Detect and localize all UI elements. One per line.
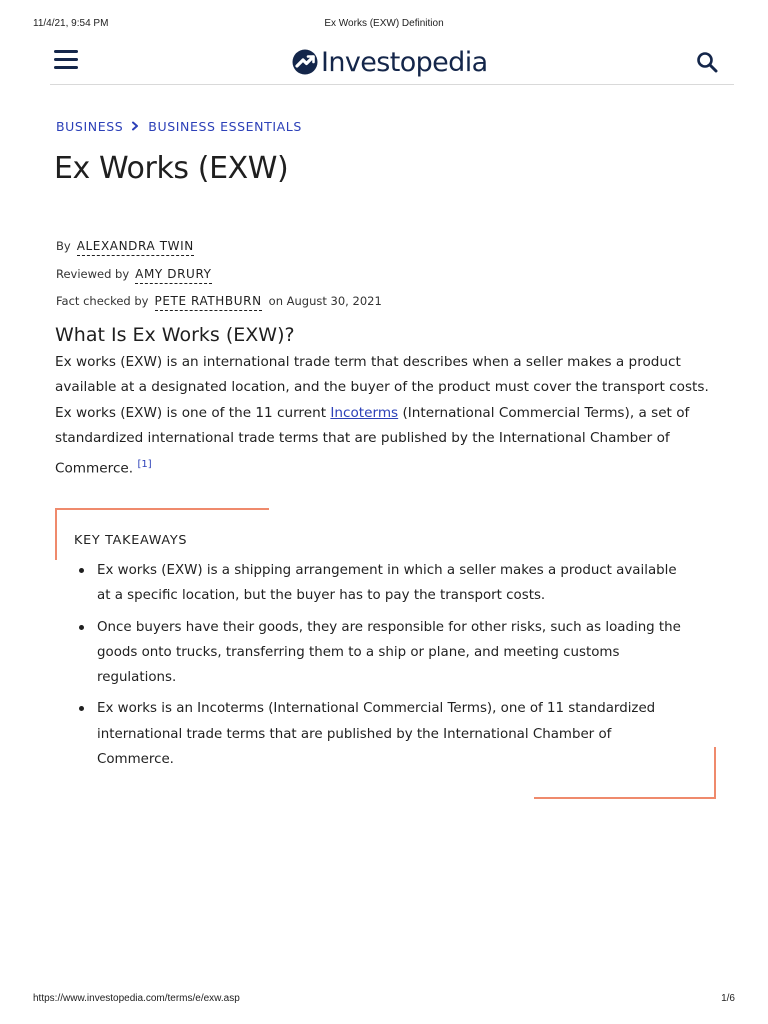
breadcrumb-item-business-essentials[interactable]: BUSINESS ESSENTIALS [148,118,302,134]
print-doc-title: Ex Works (EXW) Definition [324,18,444,29]
print-footer [0,993,768,1007]
intro-text-part2: (International Commercial Terms), a set of standardized international trade terms that are published by the International Chamber of Commerce. [55,404,690,477]
fact-checked-label: Fact checked by [56,294,149,308]
logo-text: Investopedia [321,46,488,78]
footnote-link[interactable]: [1] [137,459,152,471]
key-takeaways-list [79,558,689,778]
intro-text-part1: Ex works (EXW) is an international trade term that describes when a seller makes a product available at a designated location, and the buyer of the product must cover the transport costs. Ex works (EXW) is one of the 11 current [55,354,709,421]
bullet-icon [79,625,84,630]
byline-fact-checker [56,294,382,308]
site-header [50,38,734,85]
page-title: Ex Works (EXW) [54,151,289,186]
by-label: By [56,239,71,253]
hamburger-menu-icon[interactable] [54,50,78,70]
takeaway-text: Ex works (EXW) is a shipping arrangement in which a seller makes a product available at a specific location, but the buyer has to pay the transport costs. [97,563,677,604]
print-page-number: 1/6 [721,993,735,1004]
site-logo[interactable] [292,47,488,77]
takeaway-text: Once buyers have their goods, they are responsible for other risks, such as loading the goods onto trucks, transferring them to a ship or plane, and meeting customs regulations. [97,619,681,686]
author-link[interactable]: ALEXANDRA TWIN [77,239,194,256]
reviewed-label: Reviewed by [56,267,130,281]
publish-date: on August 30, 2021 [268,294,382,308]
chevron-right-icon [130,121,140,131]
bullet-icon [79,706,84,711]
intro-paragraph [55,350,725,482]
reviewer-link[interactable]: AMY DRURY [135,267,211,284]
section-heading: What Is Ex Works (EXW)? [55,324,295,346]
list-item [79,615,689,691]
print-header [0,18,768,32]
bullet-icon [79,568,84,573]
print-datetime: 11/4/21, 9:54 PM [33,18,109,29]
byline-reviewer [56,267,212,281]
incoterms-link[interactable]: Incoterms [330,404,399,421]
key-takeaways-frame-bottom [534,747,716,799]
byline-author [56,239,194,253]
investopedia-logo-icon [292,49,318,75]
key-takeaways-heading: KEY TAKEAWAYS [74,533,188,548]
breadcrumb [56,117,302,135]
list-item [79,558,689,609]
print-url: https://www.investopedia.com/terms/e/exw.asp [33,993,240,1004]
fact-checker-link[interactable]: PETE RATHBURN [155,294,262,311]
breadcrumb-item-business[interactable]: BUSINESS [56,118,124,134]
search-icon[interactable] [696,51,718,73]
takeaway-text: Ex works is an Incoterms (International Commercial Terms), one of 11 standardized international trade terms that are published by the International Chamber of Commerce. [97,701,656,768]
